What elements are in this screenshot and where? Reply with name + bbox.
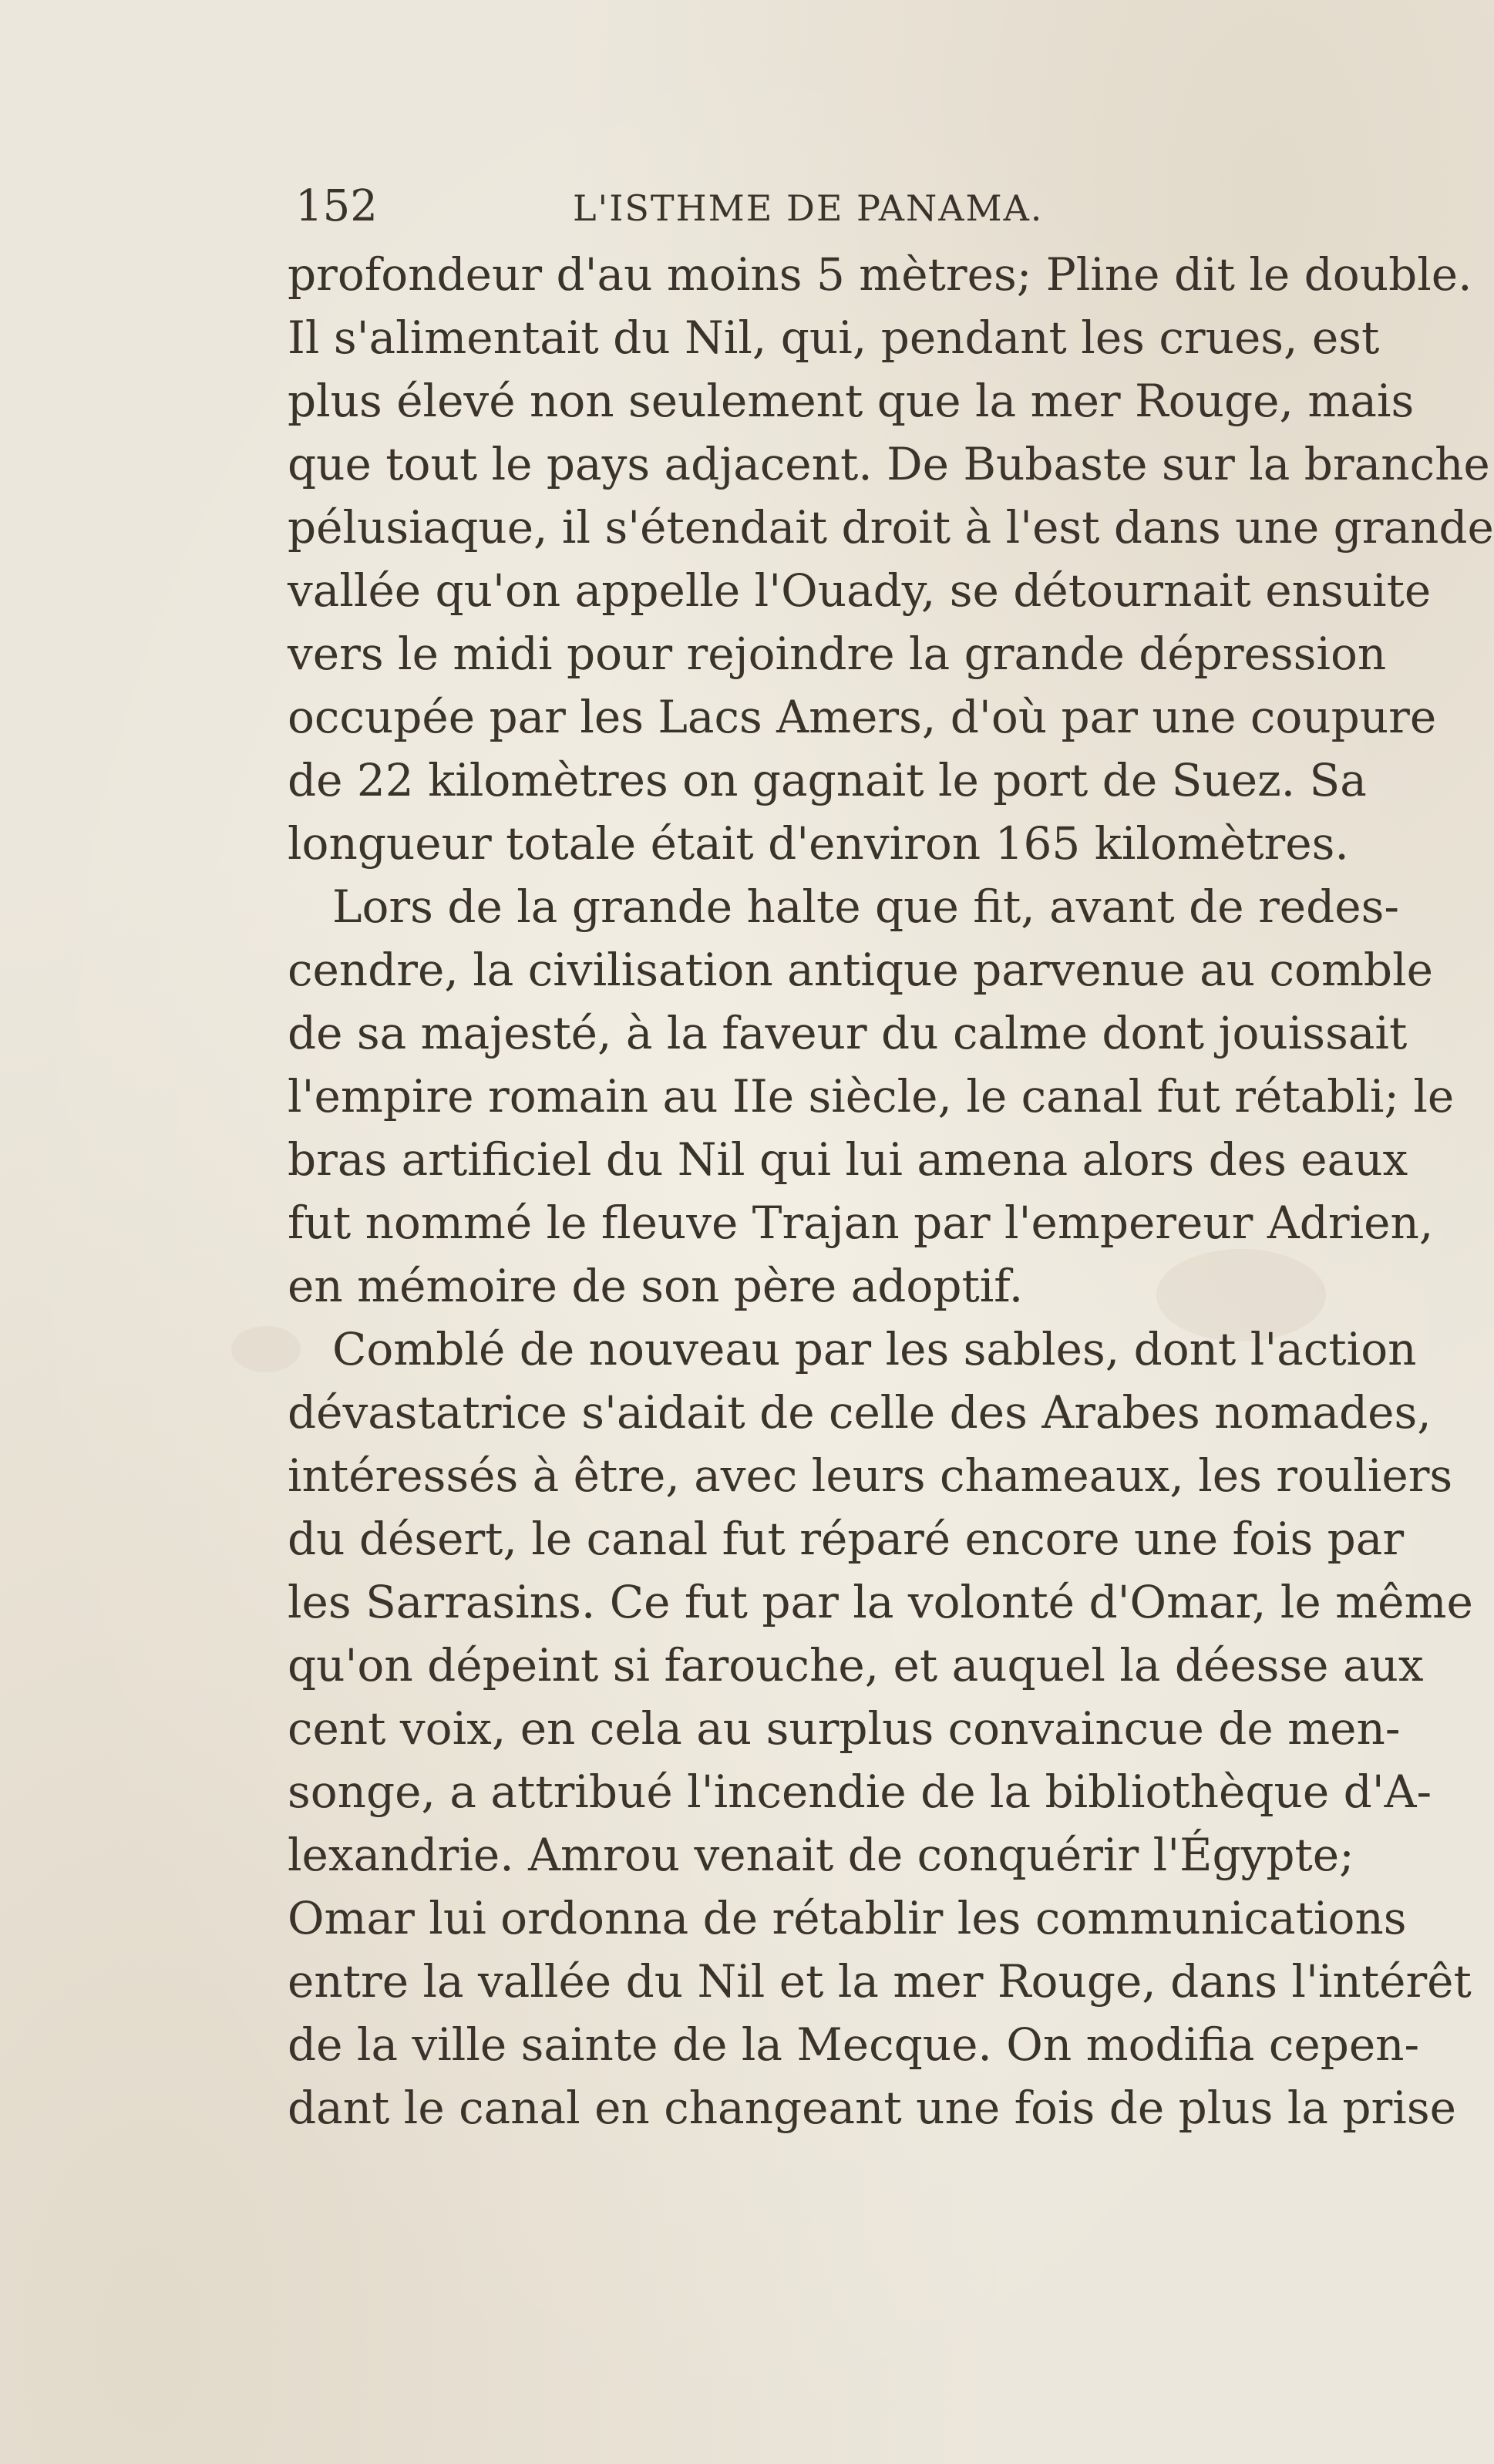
text-line: de 22 kilomètres on gagnait le port de Suez. Sa: [288, 754, 1367, 806]
text-line: les Sarrasins. Ce fut par la volonté d'Omar, le même: [288, 1576, 1473, 1628]
text-line: du désert, le canal fut réparé encore une fois par: [288, 1513, 1405, 1565]
text-line: bras artificiel du Nil qui lui amena alors des eaux: [288, 1133, 1408, 1186]
text-line: Il s'alimentait du Nil, qui, pendant les crues, est: [288, 311, 1380, 364]
text-line: pélusiaque, il s'étendait droit à l'est dans une grande: [288, 501, 1494, 554]
text-line: dant le canal en changeant une fois de plus la prise: [288, 2082, 1456, 2134]
text-line: songe, a attribué l'incendie de la bibliothèque d'A-: [288, 1766, 1432, 1818]
text-line: lexandrie. Amrou venait de conquérir l'Égypte;: [288, 1829, 1354, 1881]
page-number: 152: [295, 181, 378, 231]
text-line: vallée qu'on appelle l'Ouady, se détournait ensuite: [288, 564, 1432, 617]
text-line: de sa majesté, à la faveur du calme dont jouissait: [288, 1007, 1408, 1059]
text-line: fut nommé le fleuve Trajan par l'empereur Adrien,: [288, 1197, 1434, 1249]
text-line: que tout le pays adjacent. De Bubaste sur la branche: [288, 438, 1490, 490]
running-head: [288, 181, 1309, 243]
text-line: cendre, la civilisation antique parvenue au comble: [288, 944, 1433, 996]
text-line: entre la vallée du Nil et la mer Rouge, dans l'intérêt: [288, 1955, 1472, 2008]
text-line: l'empire romain au IIe siècle, le canal fut rétabli; le: [288, 1070, 1455, 1123]
text-line: Omar lui ordonna de rétablir les communications: [288, 1892, 1407, 1944]
text-line: longueur totale était d'environ 165 kilomètres.: [288, 817, 1349, 870]
text-line: Lors de la grande halte que fit, avant de redes-: [332, 880, 1399, 933]
text-line: qu'on dépeint si farouche, et auquel la déesse aux: [288, 1639, 1424, 1691]
text-line: cent voix, en cela au surplus convaincue de men-: [288, 1702, 1401, 1755]
text-line: vers le midi pour rejoindre la grande dépression: [288, 628, 1387, 680]
running-title: L'ISTHME DE PANAMA.: [573, 187, 1044, 229]
text-line: en mémoire de son père adoptif.: [288, 1260, 1024, 1312]
text-line: de la ville sainte de la Mecque. On modifia cepen-: [288, 2018, 1420, 2071]
text-block: [288, 181, 1494, 2139]
text-line: intéressés à être, avec leurs chameaux, les rouliers: [288, 1449, 1453, 1502]
text-line: occupée par les Lacs Amers, d'où par une coupure: [288, 691, 1437, 743]
text-line: dévastatrice s'aidait de celle des Arabes nomades,: [288, 1386, 1432, 1439]
text-line: plus élevé non seulement que la mer Rouge, mais: [288, 375, 1415, 427]
text-line: Comblé de nouveau par les sables, dont l'action: [332, 1323, 1417, 1375]
text-line: profondeur d'au moins 5 mètres; Pline dit le double.: [288, 248, 1472, 301]
